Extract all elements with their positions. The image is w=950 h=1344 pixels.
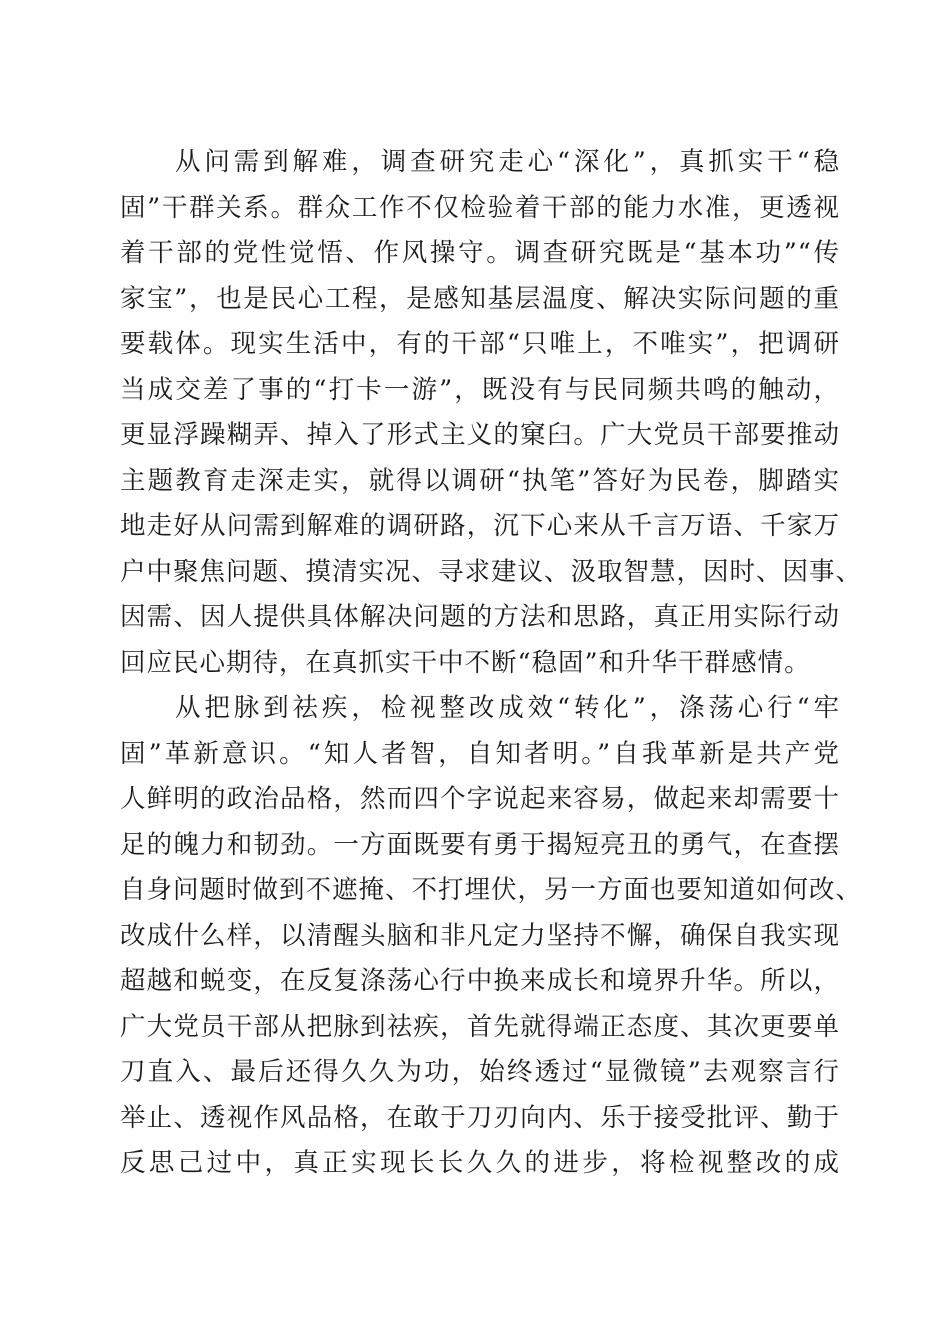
text-line: 超越和蜕变，在反复涤荡心行中换来成长和境界升华。所以， [120,966,840,996]
text-line: 改成什么样，以清醒头脑和非凡定力坚持不懈，确保自我实现 [120,920,840,951]
text-line: 户中聚焦问题、摸清实况、寻求建议、汲取智慧，因时、因事、 [120,556,863,587]
text-line: 举止、透视作风品格，在敢于刀刃向内、乐于接受批评、勤于 [120,1102,840,1133]
text-line: 从把脉到祛疾，检视整改成效“转化”，涤荡心行“牢 [175,693,840,723]
text-line: 反思己过中，真正实现长长久久的进步，将检视整改的成 [120,1148,840,1178]
paragraph-1 [120,140,863,686]
text-line: 主题教育走深走实，就得以调研“执笔”答好为民卷，脚踏实 [120,465,840,496]
paragraph-2 [120,686,863,1187]
text-line: 从问需到解难，调查研究走心“深化”，真抓实干“稳 [175,147,840,177]
text-line: 着干部的党性觉悟、作风操守。调查研究既是“基本功”“传 [120,238,840,268]
text-line: 当成交差了事的“打卡一游”，既没有与民同频共鸣的触动， [120,374,840,405]
text-line: 人鲜明的政治品格，然而四个字说起来容易，做起来却需要十 [120,784,840,814]
body-text [120,140,863,1187]
text-line: 地走好从问需到解难的调研路，沉下心来从千言万语、千家万 [120,511,840,541]
text-line: 因需、因人提供具体解决问题的方法和思路，真正用实际行动 [120,602,840,632]
text-line: 自身问题时做到不遮掩、不打埋伏，另一方面也要知道如何改、 [120,875,863,905]
text-line: 广大党员干部从把脉到祛疾，首先就得端正态度、其次更要单 [120,1011,840,1042]
text-line: 足的魄力和韧劲。一方面既要有勇于揭短亮丑的勇气，在查摆 [120,829,840,860]
text-line: 家宝”，也是民心工程，是感知基层温度、解决实际问题的重 [120,283,840,314]
text-line: 固”革新意识。“知人者智，自知者明。”自我革新是共产党 [120,738,840,769]
text-line: 回应民心期待，在真抓实干中不断“稳固”和升华干群感情。 [120,647,811,678]
text-line: 刀直入、最后还得久久为功，始终透过“显微镜”去观察言行 [120,1057,840,1087]
text-line: 要载体。现实生活中，有的干部“只唯上，不唯实”，把调研 [120,329,840,359]
text-line: 固”干群关系。群众工作不仅检验着干部的能力水准，更透视 [120,192,840,223]
text-line: 更显浮躁糊弄、掉入了形式主义的窠臼。广大党员干部要推动 [120,420,840,450]
